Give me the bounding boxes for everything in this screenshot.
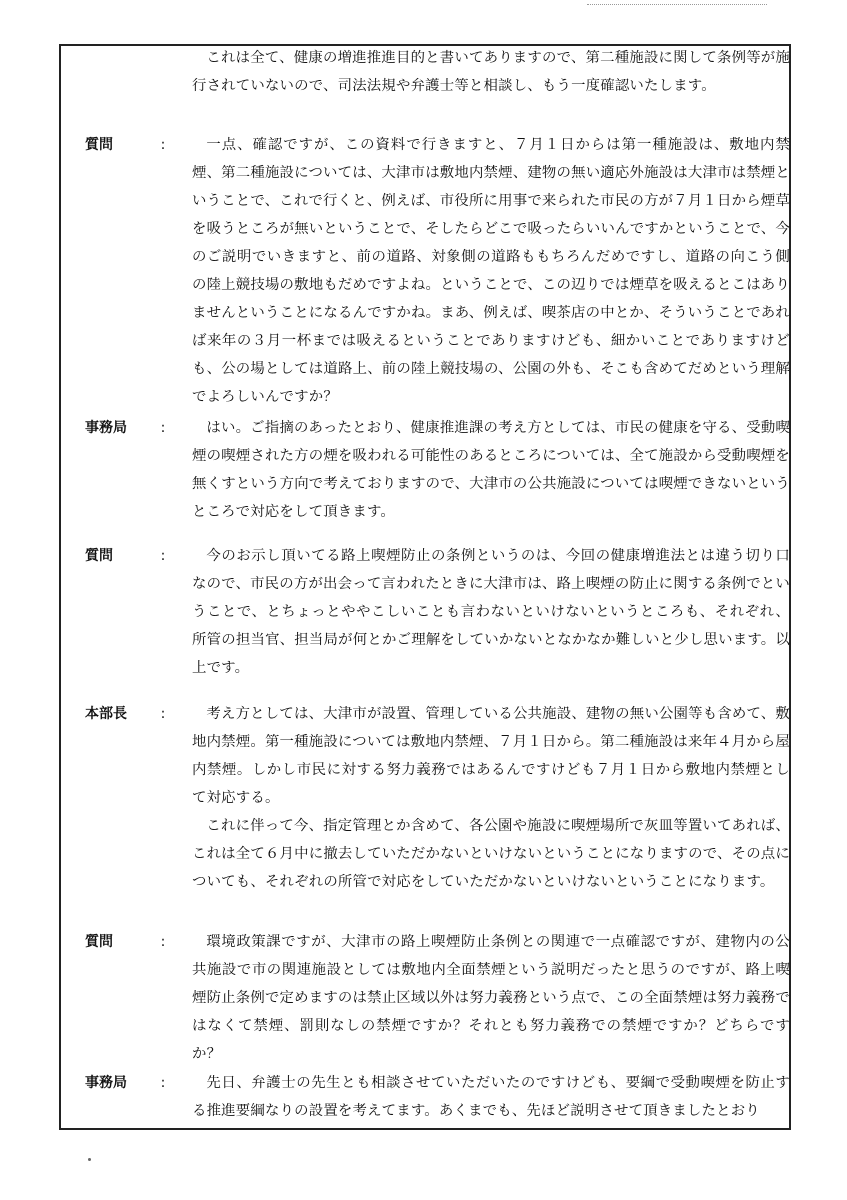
statement-text bbox=[192, 700, 790, 896]
speaker-colon: : bbox=[160, 548, 166, 564]
statement-paragraph: はい。ご指摘のあったとおり、健康推進課の考え方としては、市民の健康を守る、受動喫煙の喫煙された方の煙を吸われる可能性のあるところについては、全て施設から受動喫煙を無くすという方向で考えておりますので、大津市の公共施設については喫煙できないというところで対応をして頂きます。 bbox=[192, 420, 790, 520]
statement-paragraph: これに伴って今、指定管理とか含めて、各公園や施設に喫煙場所で灰皿等置いてあれば、これは全て６月中に撤去していただかないといけないということになりますので、その点についても、それぞれの所管で対応をしていただかないといけないということになります。 bbox=[192, 818, 790, 890]
speaker-label: 事務局 bbox=[85, 420, 127, 436]
statement-text bbox=[192, 542, 790, 682]
statement-text bbox=[192, 1069, 790, 1125]
speaker-label: 質問 bbox=[85, 137, 113, 153]
speaker-label: 質問 bbox=[85, 934, 113, 950]
speaker-colon: : bbox=[160, 420, 166, 436]
speaker-label: 本部長 bbox=[85, 706, 127, 722]
statement-text bbox=[192, 928, 790, 1068]
speaker-label: 質問 bbox=[85, 548, 113, 564]
statement-paragraph: 一点、確認ですが、この資料で行きますと、７月１日からは第一種施設は、敷地内禁煙、第二種施設については、大津市は敷地内禁煙、建物の無い適応外施設は大津市は禁煙ということで、これで行くと、例えば、市役所に用事で来られた市民の方が７月１日から煙草を吸うところが無いということで、そしたらどこで吸ったらいいんですかということで、今のご説明でいきますと、前の道路、対象側の道路ももちろんだめですし、道路の向こう側の陸上競技場の敷地もだめですよね。ということで、この辺りでは煙草を吸えるとこはありませんということになるんですかね。まあ、例えば、喫茶店の中とか、そういうことであれば来年の３月一杯までは吸えるということでありますけども、細かいことでありますけども、公の場としては道路上、前の陸上競技場の、公園の外も、そこも含めてだめという理解でよろしいんですか？ bbox=[192, 137, 790, 405]
speaker-label: 事務局 bbox=[85, 1075, 127, 1091]
statement-text bbox=[192, 131, 790, 411]
speaker-colon: : bbox=[160, 1075, 166, 1091]
speaker-colon: : bbox=[160, 706, 166, 722]
speaker-colon: : bbox=[160, 137, 166, 153]
statement-paragraph: 先日、弁護士の先生とも相談させていただいたのですけども、要綱で受動喫煙を防止する推進要綱なりの設置を考えてます。あくまでも、先ほど説明させて頂きましたとおり bbox=[192, 1075, 790, 1119]
statement-paragraph: 環境政策課ですが、大津市の路上喫煙防止条例との関連で一点確認ですが、建物内の公共施設で市の関連施設としては敷地内全面禁煙という説明だったと思うのですが、路上喫煙防止条例で定めますのは禁止区域以外は努力義務という点で、この全面禁煙は努力義務ではなくて禁煙、罰則なしの禁煙ですか？それとも努力義務での禁煙ですか？どちらですか？ bbox=[192, 934, 790, 1062]
statement-text bbox=[192, 414, 790, 526]
speaker-colon: : bbox=[160, 934, 166, 950]
statement-paragraph: 考え方としては、大津市が設置、管理している公共施設、建物の無い公園等も含めて、敷地内禁煙。第一種施設については敷地内禁煙、７月１日から。第二種施設は来年４月から屋内禁煙。しかし市民に対する努力義務ではあるんですけども７月１日から敷地内禁煙として対応する。 bbox=[192, 706, 790, 806]
intro-paragraph: これは全て、健康の増進推進目的と書いてありますので、第二種施設に関して条例等が施行されていないので、司法法規や弁護士等と相談し、もう一度確認いたします。 bbox=[192, 50, 790, 94]
scan-header-mark bbox=[587, 0, 767, 5]
intro-text bbox=[192, 44, 790, 100]
statement-paragraph: 今のお示し頂いてる路上喫煙防止の条例というのは、今回の健康増進法とは違う切り口なので、市民の方が出会って言われたときに大津市は、路上喫煙の防止に関する条例でということで、とちょっとややこしいことも言わないといけないというところも、それぞれ、所管の担当官、担当局が何とかご理解をしていかないとなかなか難しいと少し思います。以上です。 bbox=[192, 548, 790, 676]
scan-speck bbox=[88, 1158, 91, 1161]
